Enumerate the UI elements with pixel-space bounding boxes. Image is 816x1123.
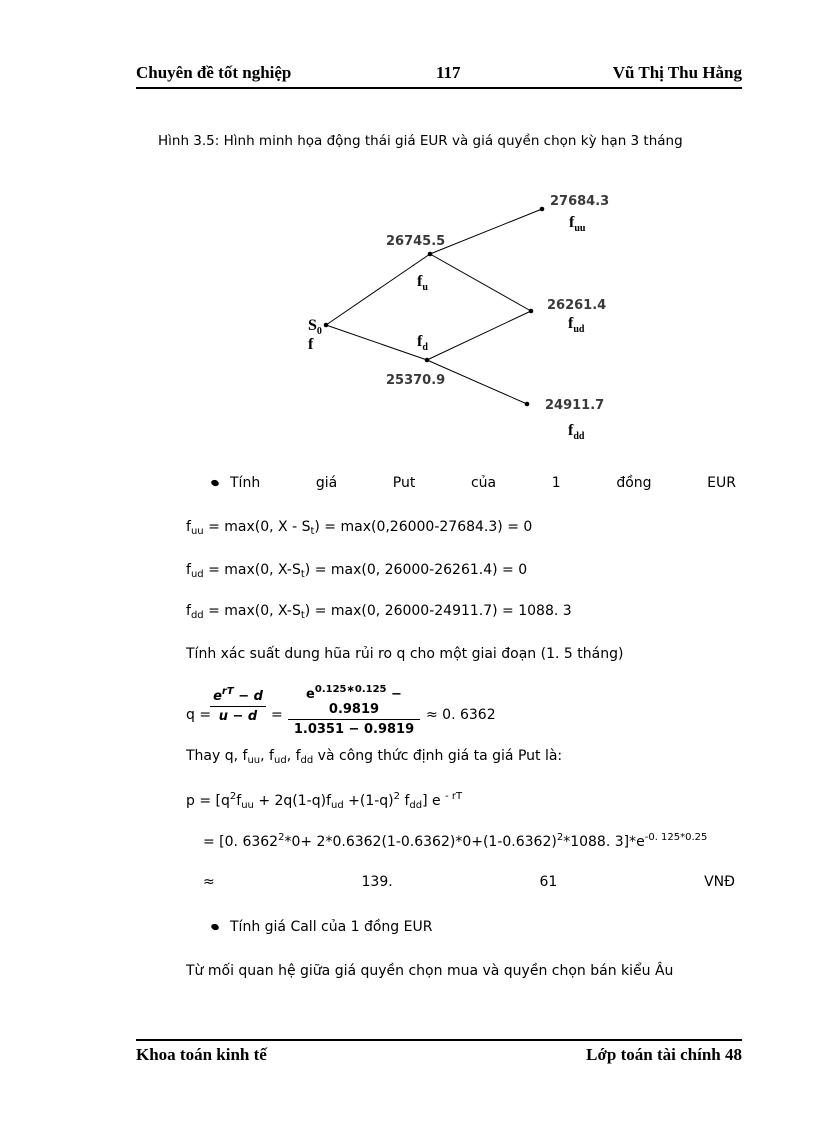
edge-s0-d: [326, 325, 427, 360]
q-equals: =: [271, 707, 283, 723]
result-unit: VNĐ: [704, 874, 735, 890]
q-numerator-2: $e^{0.125∗0.125} - 0.9819$: [306, 684, 402, 717]
node-uu-value: 27684.3: [550, 194, 610, 209]
f-label: f: [308, 336, 314, 353]
fud-label: $f_{ud}$: [568, 315, 585, 335]
bullet-word: EUR: [707, 475, 736, 491]
edge-u-uu: [430, 209, 542, 254]
bullet-word: Put: [392, 475, 416, 491]
fuu-label: $f_{uu}$: [569, 214, 586, 234]
probability-text: Tính xác suất dung hũa rủi ro q cho một giai đoạn (1. 5 tháng): [186, 646, 624, 662]
q-numerator-1: $e^{rT} - d$: [213, 686, 263, 704]
q-label: q =: [186, 707, 212, 723]
node-dd: [525, 402, 530, 407]
node-ud-value: 26261.4: [547, 298, 607, 313]
formula-fud: $f_{ud} = \max(0$, $X-S_t) = \max(0$, 26000-26261.4) = 0: [186, 562, 528, 580]
bullet-call-heading: Tính giá Call của 1 đồng EUR: [212, 919, 432, 935]
put-call-relation-text: Từ mối quan hệ giữa giá quyền chọn mua và quyền chọn bán kiểu Âu: [186, 963, 674, 979]
footer-faculty: Khoa toán kinh tế: [136, 1045, 267, 1064]
bullet-word: đồng: [616, 475, 652, 491]
edge-d-ud: [427, 311, 531, 360]
node-d-value: 25370.9: [386, 373, 446, 388]
approx-sign: ≈: [203, 874, 215, 890]
formula-fuu: $f_{uu} = \max(0$, $X - S_t) = \max(0,26000-27684.3) = 0$: [186, 519, 533, 537]
page-footer: [136, 1039, 742, 1071]
q-approx: ≈ 0. 6362: [426, 707, 496, 723]
page-header: [136, 63, 742, 89]
substitute-text: Thay q, $f_{uu}$, $f_{ud}$, $f_{dd}$ và công thức định giá ta giá Put là:: [186, 748, 563, 766]
s0-label: $S_0$: [308, 317, 322, 337]
q-denominator-1: u − d: [218, 709, 258, 724]
q-fraction-2: [288, 684, 420, 737]
page-number: 117: [436, 63, 461, 82]
node-s0: [324, 323, 329, 328]
bullet-put-heading: [212, 475, 736, 491]
formula-fdd: $f_{dd} = \max(0$, $X-S_t) = \max(0$, 26000-24911.7) = 1088. 3: [186, 603, 572, 621]
node-u: [428, 252, 433, 257]
result-part: 139.: [361, 874, 393, 890]
result-part: 61: [539, 874, 558, 890]
fu-label: $f_u$: [417, 273, 428, 293]
node-d: [425, 358, 430, 363]
node-u-value: 26745.5: [386, 234, 446, 249]
bullet-icon: [210, 923, 219, 931]
figure-caption: Hình 3.5: Hình minh họa động thái giá EUR và giá quyền chọn kỳ hạn 3 tháng: [158, 133, 683, 149]
fdd-label: $f_{dd}$: [568, 422, 585, 442]
edge-s0-u: [326, 254, 430, 325]
header-author: Vũ Thị Thu Hằng: [612, 63, 742, 82]
bullet-icon: Tính: [212, 475, 260, 491]
header-title: Chuyên đề tốt nghiệp: [136, 63, 292, 82]
node-ud: [529, 309, 534, 314]
bullet-word: 1: [551, 475, 561, 491]
bullet-word: của: [470, 475, 497, 491]
binomial-tree-diagram: [296, 182, 616, 452]
q-denominator-2: 1.0351 − 0.9819: [293, 722, 415, 737]
fd-label: $f_d$: [417, 333, 428, 353]
put-price-result: [203, 874, 735, 890]
put-price-calculation: = [0. $6362^2*0+ 2*0.6362(1-0.6362)*0+(1-0.6362)^2*1088$. $3]*e^{-0. 125*0.25}$: [203, 832, 708, 850]
edge-u-ud: [430, 254, 531, 311]
footer-class: Lớp toán tài chính 48: [586, 1045, 742, 1064]
q-fraction-1: [210, 686, 266, 724]
bullet-word: giá: [315, 475, 338, 491]
node-dd-value: 24911.7: [545, 398, 605, 413]
node-uu: [540, 207, 545, 212]
put-price-formula: $p = [q^2f_{uu} + 2q(1-q)f_{ud} +(1-q)^2$ $f_{dd}$] e $^{- rT}$: [186, 791, 463, 811]
